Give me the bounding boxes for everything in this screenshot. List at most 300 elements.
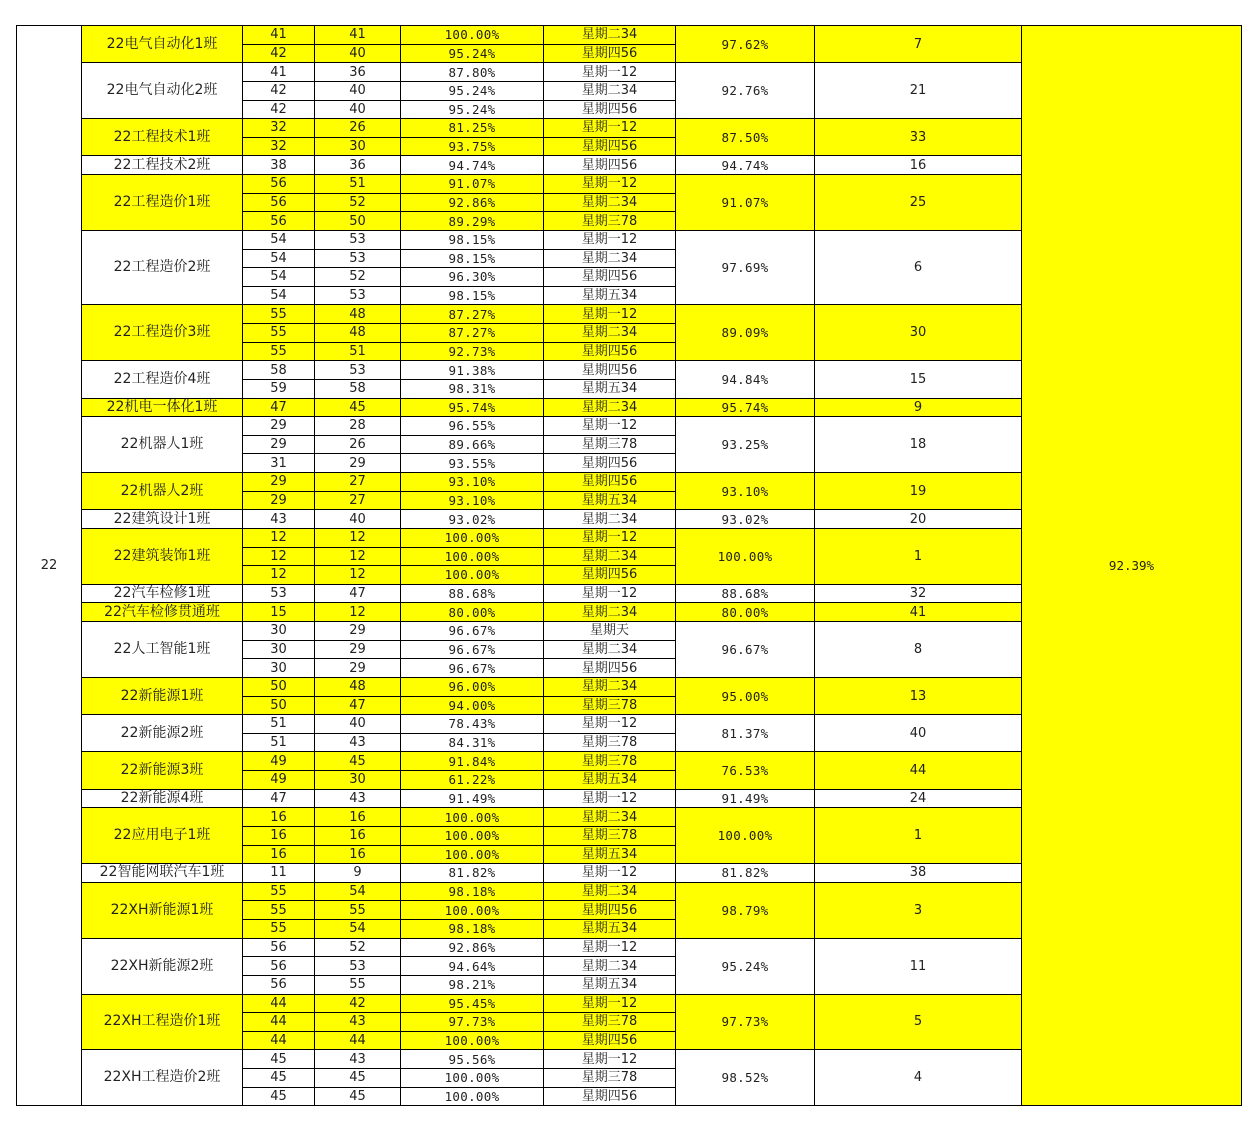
class-rank-cell: 18 — [815, 417, 1022, 473]
class-name-cell: 22建筑设计1班 — [82, 510, 243, 529]
enrolled-cell: 44 — [243, 1031, 315, 1050]
class-rank-cell: 19 — [815, 473, 1022, 510]
rate-cell: 98.15% — [401, 230, 544, 249]
rate-cell: 87.27% — [401, 305, 544, 324]
enrolled-cell: 56 — [243, 938, 315, 957]
session-cell: 星期四56 — [544, 473, 676, 492]
class-rank-cell: 25 — [815, 175, 1022, 231]
session-cell: 星期五34 — [544, 845, 676, 864]
enrolled-cell: 32 — [243, 119, 315, 138]
rate-cell: 92.86% — [401, 193, 544, 212]
rate-cell: 100.00% — [401, 1031, 544, 1050]
present-cell: 58 — [315, 379, 401, 398]
class-name-cell: 22工程造价2班 — [82, 230, 243, 305]
enrolled-cell: 54 — [243, 249, 315, 268]
session-cell: 星期五34 — [544, 920, 676, 939]
class-average-cell: 98.52% — [676, 1050, 815, 1106]
present-cell: 45 — [315, 398, 401, 417]
enrolled-cell: 59 — [243, 379, 315, 398]
session-cell: 星期二34 — [544, 193, 676, 212]
enrolled-cell: 12 — [243, 547, 315, 566]
rate-cell: 98.18% — [401, 882, 544, 901]
present-cell: 12 — [315, 566, 401, 585]
session-cell: 星期二34 — [544, 249, 676, 268]
enrolled-cell: 55 — [243, 324, 315, 343]
class-average-cell: 97.69% — [676, 230, 815, 305]
present-cell: 27 — [315, 491, 401, 510]
rate-cell: 89.66% — [401, 435, 544, 454]
rate-cell: 95.24% — [401, 81, 544, 100]
class-name-cell: 22XH新能源1班 — [82, 882, 243, 938]
present-cell: 43 — [315, 789, 401, 808]
session-cell: 星期二34 — [544, 26, 676, 45]
present-cell: 55 — [315, 901, 401, 920]
present-cell: 52 — [315, 193, 401, 212]
enrolled-cell: 31 — [243, 454, 315, 473]
enrolled-cell: 56 — [243, 957, 315, 976]
present-cell: 54 — [315, 882, 401, 901]
present-cell: 53 — [315, 286, 401, 305]
class-average-cell: 100.00% — [676, 528, 815, 584]
present-cell: 52 — [315, 938, 401, 957]
class-average-cell: 97.62% — [676, 26, 815, 63]
class-name-cell: 22汽车检修1班 — [82, 584, 243, 603]
present-cell: 12 — [315, 603, 401, 622]
table-row — [17, 26, 1242, 45]
class-name-cell: 22电气自动化2班 — [82, 63, 243, 119]
class-rank-cell: 38 — [815, 864, 1022, 883]
rate-cell: 95.56% — [401, 1050, 544, 1069]
class-rank-cell: 5 — [815, 994, 1022, 1050]
enrolled-cell: 38 — [243, 156, 315, 175]
rate-cell: 93.10% — [401, 491, 544, 510]
present-cell: 27 — [315, 473, 401, 492]
enrolled-cell: 32 — [243, 137, 315, 156]
rate-cell: 95.74% — [401, 398, 544, 417]
class-name-cell: 22应用电子1班 — [82, 808, 243, 864]
class-name-cell: 22XH工程造价1班 — [82, 994, 243, 1050]
enrolled-cell: 45 — [243, 1087, 315, 1106]
present-cell: 54 — [315, 920, 401, 939]
rate-cell: 98.15% — [401, 249, 544, 268]
session-cell: 星期一12 — [544, 305, 676, 324]
session-cell: 星期四56 — [544, 44, 676, 63]
session-cell: 星期一12 — [544, 175, 676, 194]
session-cell: 星期三78 — [544, 826, 676, 845]
class-average-cell: 92.76% — [676, 63, 815, 119]
session-cell: 星期四56 — [544, 454, 676, 473]
class-rank-cell: 41 — [815, 603, 1022, 622]
rate-cell: 93.10% — [401, 473, 544, 492]
rate-cell: 98.21% — [401, 975, 544, 994]
class-average-cell: 76.53% — [676, 752, 815, 789]
session-cell: 星期四56 — [544, 1031, 676, 1050]
class-average-cell: 81.82% — [676, 864, 815, 883]
present-cell: 53 — [315, 230, 401, 249]
enrolled-cell: 55 — [243, 882, 315, 901]
rate-cell: 98.31% — [401, 379, 544, 398]
session-cell: 星期一12 — [544, 1050, 676, 1069]
class-average-cell: 80.00% — [676, 603, 815, 622]
session-cell: 星期一12 — [544, 584, 676, 603]
rate-cell: 92.73% — [401, 342, 544, 361]
rate-cell: 91.07% — [401, 175, 544, 194]
rate-cell: 96.67% — [401, 640, 544, 659]
present-cell: 43 — [315, 1050, 401, 1069]
enrolled-cell: 51 — [243, 733, 315, 752]
class-rank-cell: 11 — [815, 938, 1022, 994]
rate-cell: 95.24% — [401, 100, 544, 119]
session-cell: 星期三78 — [544, 733, 676, 752]
class-rank-cell: 3 — [815, 882, 1022, 938]
session-cell: 星期一12 — [544, 994, 676, 1013]
class-name-cell: 22XH工程造价2班 — [82, 1050, 243, 1106]
enrolled-cell: 41 — [243, 63, 315, 82]
present-cell: 42 — [315, 994, 401, 1013]
enrolled-cell: 29 — [243, 417, 315, 436]
class-average-cell: 87.50% — [676, 119, 815, 156]
present-cell: 48 — [315, 324, 401, 343]
rate-cell: 96.00% — [401, 677, 544, 696]
rate-cell: 61.22% — [401, 771, 544, 790]
session-cell: 星期二34 — [544, 808, 676, 827]
present-cell: 30 — [315, 771, 401, 790]
present-cell: 16 — [315, 808, 401, 827]
present-cell: 16 — [315, 826, 401, 845]
class-average-cell: 95.74% — [676, 398, 815, 417]
present-cell: 40 — [315, 510, 401, 529]
session-cell: 星期四56 — [544, 156, 676, 175]
class-name-cell: 22机器人2班 — [82, 473, 243, 510]
enrolled-cell: 42 — [243, 100, 315, 119]
session-cell: 星期一12 — [544, 864, 676, 883]
session-cell: 星期二34 — [544, 324, 676, 343]
session-cell: 星期二34 — [544, 640, 676, 659]
class-name-cell: 22智能网联汽车1班 — [82, 864, 243, 883]
present-cell: 48 — [315, 677, 401, 696]
session-cell: 星期四56 — [544, 901, 676, 920]
rate-cell: 81.82% — [401, 864, 544, 883]
enrolled-cell: 12 — [243, 566, 315, 585]
enrolled-cell: 11 — [243, 864, 315, 883]
enrolled-cell: 15 — [243, 603, 315, 622]
class-average-cell: 95.00% — [676, 677, 815, 714]
rate-cell: 93.55% — [401, 454, 544, 473]
enrolled-cell: 56 — [243, 175, 315, 194]
class-name-cell: 22工程造价3班 — [82, 305, 243, 361]
class-name-cell: 22工程造价4班 — [82, 361, 243, 398]
session-cell: 星期一12 — [544, 528, 676, 547]
present-cell: 41 — [315, 26, 401, 45]
class-average-cell: 94.74% — [676, 156, 815, 175]
present-cell: 47 — [315, 696, 401, 715]
grade-total-cell: 92.39% — [1022, 26, 1242, 1106]
session-cell: 星期一12 — [544, 119, 676, 138]
rate-cell: 87.80% — [401, 63, 544, 82]
class-average-cell: 89.09% — [676, 305, 815, 361]
rate-cell: 100.00% — [401, 528, 544, 547]
class-average-cell: 95.24% — [676, 938, 815, 994]
present-cell: 53 — [315, 361, 401, 380]
grade-cell: 22 — [17, 26, 82, 1106]
rate-cell: 88.68% — [401, 584, 544, 603]
session-cell: 星期五34 — [544, 771, 676, 790]
present-cell: 36 — [315, 63, 401, 82]
enrolled-cell: 41 — [243, 26, 315, 45]
rate-cell: 100.00% — [401, 1087, 544, 1106]
present-cell: 51 — [315, 175, 401, 194]
class-name-cell: 22建筑装饰1班 — [82, 528, 243, 584]
rate-cell: 100.00% — [401, 566, 544, 585]
session-cell: 星期一12 — [544, 417, 676, 436]
session-cell: 星期四56 — [544, 566, 676, 585]
enrolled-cell: 42 — [243, 44, 315, 63]
rate-cell: 100.00% — [401, 1069, 544, 1088]
session-cell: 星期四56 — [544, 100, 676, 119]
session-cell: 星期五34 — [544, 286, 676, 305]
class-rank-cell: 33 — [815, 119, 1022, 156]
present-cell: 28 — [315, 417, 401, 436]
session-cell: 星期一12 — [544, 789, 676, 808]
rate-cell: 100.00% — [401, 547, 544, 566]
present-cell: 40 — [315, 81, 401, 100]
session-cell: 星期二34 — [544, 882, 676, 901]
session-cell: 星期二34 — [544, 81, 676, 100]
enrolled-cell: 55 — [243, 342, 315, 361]
class-rank-cell: 1 — [815, 528, 1022, 584]
class-name-cell: 22新能源2班 — [82, 715, 243, 752]
present-cell: 53 — [315, 957, 401, 976]
enrolled-cell: 16 — [243, 826, 315, 845]
class-name-cell: 22XH新能源2班 — [82, 938, 243, 994]
class-average-cell: 88.68% — [676, 584, 815, 603]
rate-cell: 100.00% — [401, 826, 544, 845]
present-cell: 43 — [315, 1013, 401, 1032]
present-cell: 43 — [315, 733, 401, 752]
enrolled-cell: 29 — [243, 473, 315, 492]
class-rank-cell: 9 — [815, 398, 1022, 417]
present-cell: 52 — [315, 268, 401, 287]
enrolled-cell: 16 — [243, 808, 315, 827]
present-cell: 55 — [315, 975, 401, 994]
session-cell: 星期一12 — [544, 63, 676, 82]
enrolled-cell: 29 — [243, 435, 315, 454]
session-cell: 星期四56 — [544, 361, 676, 380]
session-cell: 星期三78 — [544, 1069, 676, 1088]
enrolled-cell: 55 — [243, 920, 315, 939]
class-average-cell: 98.79% — [676, 882, 815, 938]
enrolled-cell: 50 — [243, 677, 315, 696]
class-rank-cell: 13 — [815, 677, 1022, 714]
class-rank-cell: 15 — [815, 361, 1022, 398]
enrolled-cell: 29 — [243, 491, 315, 510]
rate-cell: 91.84% — [401, 752, 544, 771]
present-cell: 9 — [315, 864, 401, 883]
rate-cell: 93.02% — [401, 510, 544, 529]
enrolled-cell: 55 — [243, 901, 315, 920]
class-rank-cell: 44 — [815, 752, 1022, 789]
enrolled-cell: 56 — [243, 975, 315, 994]
session-cell: 星期一12 — [544, 230, 676, 249]
present-cell: 29 — [315, 659, 401, 678]
enrolled-cell: 45 — [243, 1069, 315, 1088]
enrolled-cell: 30 — [243, 622, 315, 641]
class-name-cell: 22机器人1班 — [82, 417, 243, 473]
rate-cell: 95.45% — [401, 994, 544, 1013]
session-cell: 星期四56 — [544, 659, 676, 678]
present-cell: 12 — [315, 547, 401, 566]
enrolled-cell: 54 — [243, 230, 315, 249]
rate-cell: 95.24% — [401, 44, 544, 63]
class-rank-cell: 24 — [815, 789, 1022, 808]
present-cell: 30 — [315, 137, 401, 156]
enrolled-cell: 30 — [243, 659, 315, 678]
class-rank-cell: 8 — [815, 622, 1022, 678]
session-cell: 星期四56 — [544, 1087, 676, 1106]
rate-cell: 91.49% — [401, 789, 544, 808]
session-cell: 星期三78 — [544, 752, 676, 771]
enrolled-cell: 45 — [243, 1050, 315, 1069]
enrolled-cell: 44 — [243, 994, 315, 1013]
rate-cell: 100.00% — [401, 26, 544, 45]
class-name-cell: 22机电一体化1班 — [82, 398, 243, 417]
class-rank-cell: 32 — [815, 584, 1022, 603]
enrolled-cell: 50 — [243, 696, 315, 715]
session-cell: 星期一12 — [544, 938, 676, 957]
present-cell: 40 — [315, 44, 401, 63]
enrolled-cell: 12 — [243, 528, 315, 547]
class-rank-cell: 21 — [815, 63, 1022, 119]
class-average-cell: 93.02% — [676, 510, 815, 529]
class-rank-cell: 16 — [815, 156, 1022, 175]
session-cell: 星期五34 — [544, 491, 676, 510]
session-cell: 星期三78 — [544, 435, 676, 454]
rate-cell: 98.18% — [401, 920, 544, 939]
class-name-cell: 22工程造价1班 — [82, 175, 243, 231]
class-average-cell: 93.25% — [676, 417, 815, 473]
rate-cell: 80.00% — [401, 603, 544, 622]
rate-cell: 94.00% — [401, 696, 544, 715]
present-cell: 29 — [315, 640, 401, 659]
present-cell: 40 — [315, 100, 401, 119]
rate-cell: 91.38% — [401, 361, 544, 380]
rate-cell: 78.43% — [401, 715, 544, 734]
enrolled-cell: 43 — [243, 510, 315, 529]
session-cell: 星期三78 — [544, 696, 676, 715]
class-average-cell: 96.67% — [676, 622, 815, 678]
class-rank-cell: 40 — [815, 715, 1022, 752]
present-cell: 44 — [315, 1031, 401, 1050]
enrolled-cell: 54 — [243, 268, 315, 287]
rate-cell: 96.67% — [401, 659, 544, 678]
enrolled-cell: 54 — [243, 286, 315, 305]
enrolled-cell: 49 — [243, 771, 315, 790]
present-cell: 45 — [315, 752, 401, 771]
attendance-table — [16, 25, 1242, 1106]
session-cell: 星期二34 — [544, 603, 676, 622]
rate-cell: 94.74% — [401, 156, 544, 175]
enrolled-cell: 42 — [243, 81, 315, 100]
class-average-cell: 100.00% — [676, 808, 815, 864]
rate-cell: 96.67% — [401, 622, 544, 641]
class-average-cell: 91.49% — [676, 789, 815, 808]
class-name-cell: 22工程技术2班 — [82, 156, 243, 175]
present-cell: 50 — [315, 212, 401, 231]
enrolled-cell: 58 — [243, 361, 315, 380]
enrolled-cell: 56 — [243, 212, 315, 231]
session-cell: 星期一12 — [544, 715, 676, 734]
enrolled-cell: 44 — [243, 1013, 315, 1032]
rate-cell: 81.25% — [401, 119, 544, 138]
class-rank-cell: 1 — [815, 808, 1022, 864]
class-rank-cell: 7 — [815, 26, 1022, 63]
rate-cell: 87.27% — [401, 324, 544, 343]
present-cell: 16 — [315, 845, 401, 864]
class-name-cell: 22新能源4班 — [82, 789, 243, 808]
enrolled-cell: 47 — [243, 789, 315, 808]
class-rank-cell: 30 — [815, 305, 1022, 361]
session-cell: 星期五34 — [544, 975, 676, 994]
session-cell: 星期天 — [544, 622, 676, 641]
rate-cell: 100.00% — [401, 845, 544, 864]
class-average-cell: 94.84% — [676, 361, 815, 398]
present-cell: 53 — [315, 249, 401, 268]
rate-cell: 84.31% — [401, 733, 544, 752]
present-cell: 26 — [315, 435, 401, 454]
session-cell: 星期四56 — [544, 137, 676, 156]
session-cell: 星期二34 — [544, 547, 676, 566]
rate-cell: 100.00% — [401, 808, 544, 827]
class-name-cell: 22新能源1班 — [82, 677, 243, 714]
present-cell: 29 — [315, 622, 401, 641]
present-cell: 36 — [315, 156, 401, 175]
enrolled-cell: 16 — [243, 845, 315, 864]
rate-cell: 97.73% — [401, 1013, 544, 1032]
rate-cell: 96.30% — [401, 268, 544, 287]
session-cell: 星期三78 — [544, 212, 676, 231]
class-name-cell: 22工程技术1班 — [82, 119, 243, 156]
enrolled-cell: 49 — [243, 752, 315, 771]
present-cell: 45 — [315, 1087, 401, 1106]
session-cell: 星期二34 — [544, 957, 676, 976]
class-average-cell: 97.73% — [676, 994, 815, 1050]
enrolled-cell: 55 — [243, 305, 315, 324]
enrolled-cell: 51 — [243, 715, 315, 734]
session-cell: 星期四56 — [544, 342, 676, 361]
enrolled-cell: 30 — [243, 640, 315, 659]
present-cell: 45 — [315, 1069, 401, 1088]
session-cell: 星期二34 — [544, 677, 676, 696]
present-cell: 48 — [315, 305, 401, 324]
session-cell: 星期三78 — [544, 1013, 676, 1032]
class-average-cell: 91.07% — [676, 175, 815, 231]
rate-cell: 89.29% — [401, 212, 544, 231]
session-cell: 星期四56 — [544, 268, 676, 287]
class-name-cell: 22人工智能1班 — [82, 622, 243, 678]
present-cell: 29 — [315, 454, 401, 473]
present-cell: 51 — [315, 342, 401, 361]
present-cell: 40 — [315, 715, 401, 734]
present-cell: 26 — [315, 119, 401, 138]
session-cell: 星期五34 — [544, 379, 676, 398]
class-rank-cell: 6 — [815, 230, 1022, 305]
enrolled-cell: 47 — [243, 398, 315, 417]
session-cell: 星期二34 — [544, 398, 676, 417]
rate-cell: 98.15% — [401, 286, 544, 305]
class-average-cell: 81.37% — [676, 715, 815, 752]
class-name-cell: 22电气自动化1班 — [82, 26, 243, 63]
class-name-cell: 22汽车检修贯通班 — [82, 603, 243, 622]
